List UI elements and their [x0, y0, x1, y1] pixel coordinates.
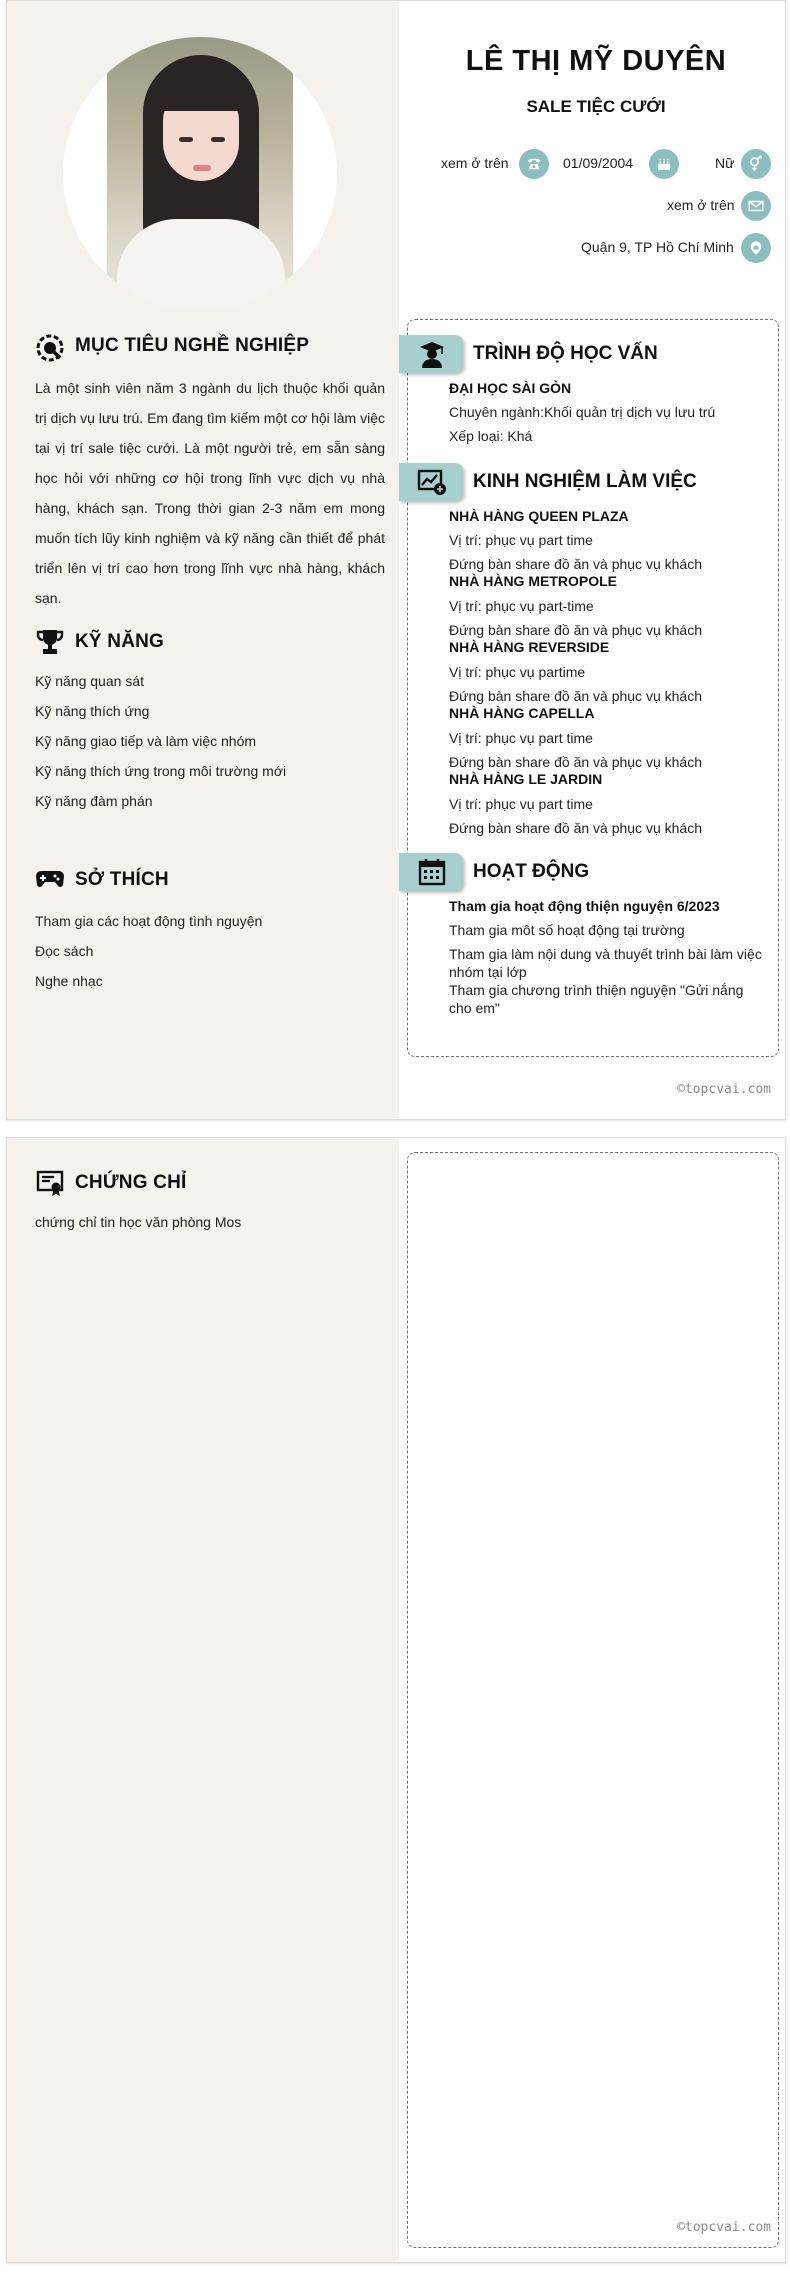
gender-icon — [741, 149, 771, 179]
phone-text: xem ở trên — [441, 155, 509, 171]
hobby-item: Nghe nhạc — [35, 973, 103, 989]
certificate-icon — [35, 1168, 65, 1198]
certificates-title: CHỨNG CHỈ — [75, 1172, 187, 1193]
candidate-name: LÊ THỊ MỸ DUYÊN — [465, 45, 727, 77]
resume-page-1 — [6, 0, 786, 1120]
experience-tab — [399, 463, 463, 501]
skill-item: Kỹ năng đàm phán — [35, 793, 153, 809]
skills-title: KỸ NĂNG — [75, 631, 165, 652]
profile-photo — [107, 37, 293, 311]
email-text: xem ở trên — [667, 197, 735, 213]
avatar — [63, 37, 337, 311]
activity-heading: Tham gia hoạt động thiện nguyện 6/2023 — [449, 898, 720, 914]
calendar-icon — [417, 857, 447, 887]
main-content-frame — [407, 1152, 779, 2248]
work-chart-icon — [417, 467, 447, 497]
certificates-list — [35, 1212, 385, 1242]
education-major: Chuyên ngành:Khối quản trị dịch vụ lưu trú — [449, 404, 716, 420]
company-name: NHÀ HÀNG QUEEN PLAZA — [449, 508, 629, 524]
job-title: SALE TIỆC CƯỚI — [526, 97, 666, 116]
objective-title: MỤC TIÊU NGHỀ NGHIỆP — [75, 335, 310, 356]
activities-title: HOẠT ĐỘNG — [473, 861, 590, 882]
trophy-icon — [35, 627, 65, 657]
gamepad-icon — [35, 863, 65, 893]
education-title: TRÌNH ĐỘ HỌC VẤN — [473, 343, 658, 364]
job-description: Đứng bàn share đồ ăn và phục vụ khách — [449, 820, 702, 836]
activity-item: Tham gia môt số hoạt động tại trường — [449, 922, 685, 938]
skill-item: Kỹ năng giao tiếp và làm việc nhóm — [35, 733, 257, 749]
activities-tab — [399, 853, 463, 891]
experience-title: KINH NGHIỆM LÀM VIỆC — [473, 471, 697, 492]
company-name: NHÀ HÀNG CAPELLA — [449, 705, 595, 721]
job-description: Đứng bàn share đồ ăn và phục vụ khách — [449, 556, 702, 572]
activity-item: Tham gia làm nội dung và thuyết trình bài làm việc nhóm tại lớp — [449, 946, 762, 980]
job-description: Đứng bàn share đồ ăn và phục vụ khách — [449, 622, 702, 638]
graduate-icon — [417, 339, 447, 369]
job-position: Vị trí: phục vụ part time — [449, 730, 593, 746]
education-tab — [399, 335, 463, 373]
mail-icon — [741, 191, 771, 221]
skill-item: Kỹ năng thích ứng — [35, 703, 150, 719]
hobbies-list — [35, 911, 385, 1001]
activity-item: Tham gia chương trình thiện nguyện "Gửi nắng cho em" — [449, 982, 744, 1016]
hobbies-title: SỞ THÍCH — [75, 869, 169, 890]
objective-text: Là một sinh viên năm 3 ngành du lịch thuộc khối quản trị dịch vụ lưu trú. Em đang tìm kiếm một cơ hội làm việc tại vị trí sale tiệc cưới. Là một người trẻ, em sẵn sàng học hỏi với những cơ hội trong lĩnh vực dịch vụ nhà hàng, khách sạn. Trong thời gian 2-3 năm em mong muốn tích lũy kinh nghiệm và kỹ năng cần thiết để phát triển lên vị trí cao hơn trong lĩnh vực nhà hàng, khách sạn. — [35, 380, 385, 606]
school-name: ĐẠI HỌC SÀI GÒN — [449, 380, 572, 396]
watermark: ©topcvai.com — [677, 1082, 771, 1097]
phone-icon — [519, 149, 549, 179]
gender-text: Nữ — [715, 155, 735, 171]
job-description: Đứng bàn share đồ ăn và phục vụ khách — [449, 688, 702, 704]
address-text: Quận 9, TP Hồ Chí Minh — [581, 239, 734, 255]
job-position: Vị trí: phục vụ part time — [449, 796, 593, 812]
birthday-text: 01/09/2004 — [563, 155, 634, 171]
hobby-item: Tham gia các hoạt động tình nguyện — [35, 913, 263, 929]
sidebar — [7, 1138, 399, 2262]
career-goal-icon — [35, 333, 65, 363]
job-position: Vị trí: phục vụ part-time — [449, 598, 594, 614]
skill-item: Kỹ năng quan sát — [35, 673, 144, 689]
company-name: NHÀ HÀNG REVERSIDE — [449, 639, 610, 655]
skill-item: Kỹ năng thích ứng trong môi trường mới — [35, 763, 287, 779]
company-name: NHÀ HÀNG LE JARDIN — [449, 771, 603, 787]
company-name: NHÀ HÀNG METROPOLE — [449, 573, 617, 589]
watermark: ©topcvai.com — [677, 2220, 771, 2235]
resume-page-2 — [6, 1137, 786, 2263]
home-icon — [741, 233, 771, 263]
job-description: Đứng bàn share đồ ăn và phục vụ khách — [449, 754, 702, 770]
job-position: Vị trí: phục vụ part time — [449, 532, 593, 548]
cake-icon — [649, 149, 679, 179]
hobby-item: Đọc sách — [35, 943, 94, 959]
skills-list — [35, 671, 385, 821]
education-rank: Xếp loại: Khá — [449, 428, 533, 444]
job-position: Vị trí: phục vụ partime — [449, 664, 586, 680]
certificate-item: chứng chỉ tin học văn phòng Mos — [35, 1214, 242, 1230]
